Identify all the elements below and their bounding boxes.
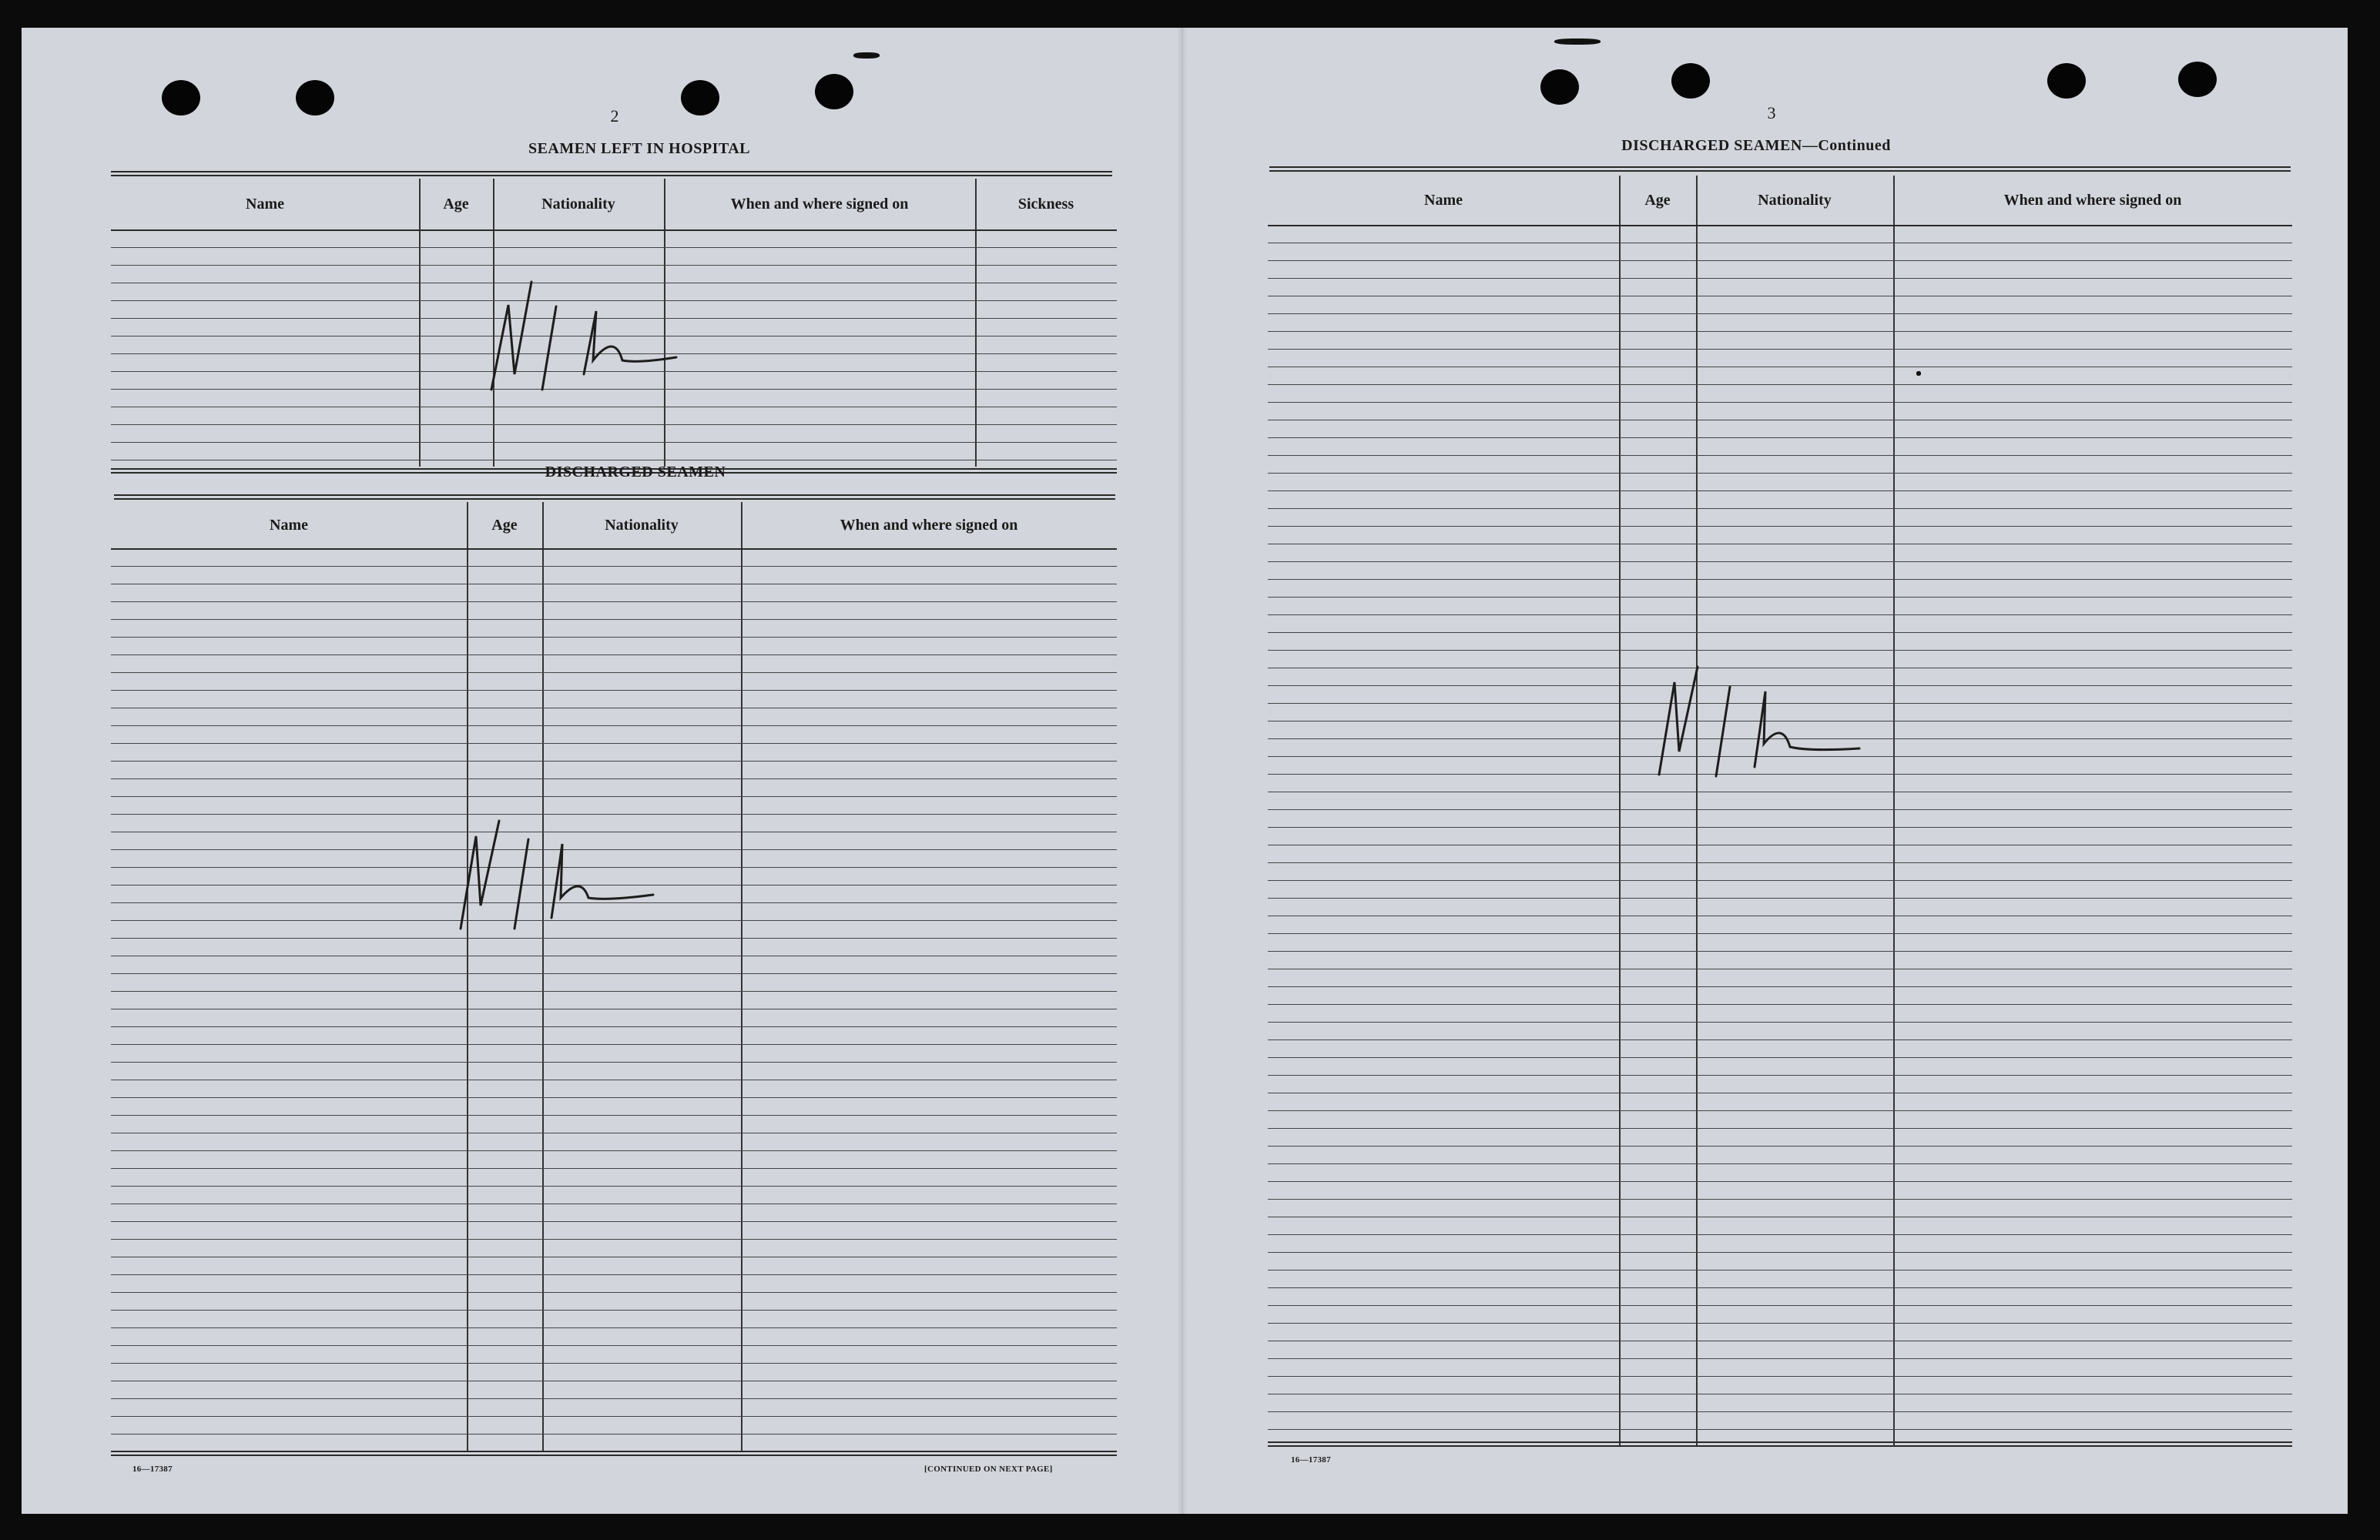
binder-hole <box>162 80 200 116</box>
row-rule <box>111 637 1117 638</box>
ink-speck <box>853 52 880 59</box>
column-header-age: Age <box>491 516 518 534</box>
row-rule <box>1268 384 2292 385</box>
binder-hole <box>2178 62 2217 97</box>
section-title-text: DISCHARGED SEAMEN <box>1621 137 1802 154</box>
row-rule <box>1268 862 2292 863</box>
row-rule <box>111 1327 1117 1328</box>
row-rule <box>111 690 1117 691</box>
binder-hole <box>681 80 719 116</box>
column-header-age: Age <box>1644 191 1671 209</box>
row-rule <box>1268 1146 2292 1147</box>
row-rule <box>1268 278 2292 279</box>
column-header-nationality: Nationality <box>541 195 615 213</box>
column-header-signed-on: When and where signed on <box>840 516 1018 534</box>
row-rule <box>1268 1199 2292 1200</box>
row-rule <box>1268 490 2292 491</box>
row-rule <box>111 796 1117 797</box>
row-rule <box>111 424 1117 425</box>
column-header-signed-on: When and where signed on <box>730 195 909 213</box>
row-rule <box>1268 898 2292 899</box>
row-rule <box>111 1168 1117 1169</box>
row-rule <box>1268 880 2292 881</box>
row-rule <box>111 743 1117 744</box>
binder-hole <box>1540 69 1579 105</box>
column-divider <box>419 179 421 467</box>
row-rule <box>1268 1252 2292 1253</box>
double-rule <box>1268 1441 2292 1447</box>
row-rule <box>1268 579 2292 580</box>
page-number: 3 <box>1767 103 1776 122</box>
row-rule <box>1268 809 2292 810</box>
row-rule <box>1268 561 2292 562</box>
row-rule <box>111 1416 1117 1417</box>
row-rule <box>1268 632 2292 633</box>
row-rule <box>1268 1163 2292 1164</box>
column-header-nationality: Nationality <box>1758 191 1832 209</box>
column-header-name: Name <box>246 195 284 213</box>
row-rule <box>111 1434 1117 1435</box>
row-rule <box>1268 1429 2292 1430</box>
row-rule <box>1268 225 2292 226</box>
row-rule <box>1268 260 2292 261</box>
row-rule <box>1268 1411 2292 1412</box>
row-rule <box>111 672 1117 673</box>
double-rule <box>114 494 1115 500</box>
row-rule <box>1268 508 2292 509</box>
row-rule <box>1268 1075 2292 1076</box>
row-rule <box>111 1292 1117 1293</box>
row-rule <box>111 654 1117 655</box>
column-header-name: Name <box>1424 191 1463 209</box>
row-rule <box>1268 827 2292 828</box>
row-rule <box>111 1150 1117 1151</box>
row-rule <box>1268 933 2292 934</box>
row-rule <box>111 247 1117 248</box>
ink-speck <box>1554 38 1601 45</box>
row-rule <box>111 1115 1117 1116</box>
row-rule <box>1268 597 2292 598</box>
row-rule <box>1268 1234 2292 1235</box>
row-rule <box>111 229 1117 231</box>
section-title-discharged-continued <box>1587 137 1926 155</box>
row-rule <box>1268 1287 2292 1288</box>
binder-hole <box>2047 63 2086 99</box>
row-rule <box>1268 402 2292 403</box>
continued-note: [CONTINUED ON NEXT PAGE] <box>924 1465 1053 1474</box>
column-header-sickness: Sickness <box>1017 195 1074 213</box>
binder-hole <box>296 80 334 116</box>
double-rule <box>1269 166 2291 172</box>
row-rule <box>111 761 1117 762</box>
column-header-name: Name <box>270 516 308 534</box>
row-rule <box>111 778 1117 779</box>
row-rule <box>1268 331 2292 332</box>
page-number: 2 <box>610 106 619 126</box>
double-rule <box>111 171 1112 176</box>
row-rule <box>111 442 1117 443</box>
section-title-suffix: —Continued <box>1802 137 1891 154</box>
row-rule <box>1268 1358 2292 1359</box>
row-rule <box>1268 1323 2292 1324</box>
row-rule <box>111 619 1117 620</box>
binder-hole <box>1671 63 1710 99</box>
double-rule <box>111 1451 1117 1456</box>
form-number: 16—17387 <box>132 1465 173 1474</box>
handwritten-na-mark <box>430 798 676 952</box>
row-rule <box>1268 349 2292 350</box>
row-rule <box>111 725 1117 726</box>
row-rule <box>111 973 1117 974</box>
row-rule <box>111 1345 1117 1346</box>
row-rule <box>111 1062 1117 1063</box>
form-number: 16—17387 <box>1291 1455 1331 1465</box>
row-rule <box>1268 473 2292 474</box>
row-rule <box>1268 1376 2292 1377</box>
row-rule <box>1268 1004 2292 1005</box>
column-header-signed-on: When and where signed on <box>2003 191 2182 209</box>
row-rule <box>1268 1110 2292 1111</box>
column-header-age: Age <box>443 195 469 213</box>
row-rule <box>111 1363 1117 1364</box>
row-rule <box>111 601 1117 602</box>
row-rule <box>111 1044 1117 1045</box>
row-rule <box>1268 1181 2292 1182</box>
section-title-discharged: DISCHARGED SEAMEN <box>545 464 726 480</box>
row-rule <box>1268 526 2292 527</box>
row-rule <box>1268 313 2292 314</box>
row-rule <box>111 548 1117 550</box>
center-fold <box>1177 28 1188 1514</box>
section-title-hospital: SEAMEN LEFT IN HOSPITAL <box>528 140 751 157</box>
row-rule <box>111 1186 1117 1187</box>
row-rule <box>1268 455 2292 456</box>
discharged-table-continued <box>1268 176 2292 1446</box>
row-rule <box>1268 986 2292 987</box>
handwritten-na-mark <box>468 259 715 405</box>
form-sheet <box>22 28 2348 1514</box>
row-rule <box>111 566 1117 567</box>
handwritten-na-mark <box>1631 644 1878 798</box>
row-rule <box>111 1274 1117 1275</box>
row-rule <box>111 1221 1117 1222</box>
row-rule <box>111 1097 1117 1098</box>
row-rule <box>111 1239 1117 1240</box>
column-divider <box>975 179 977 467</box>
row-rule <box>111 991 1117 992</box>
row-rule <box>1268 1022 2292 1023</box>
discharged-table <box>111 502 1117 1452</box>
column-header-nationality: Nationality <box>605 516 679 534</box>
row-rule <box>1268 614 2292 615</box>
row-rule <box>111 1026 1117 1027</box>
row-rule <box>1268 1305 2292 1306</box>
row-rule <box>1268 1057 2292 1058</box>
row-rule <box>111 1310 1117 1311</box>
row-rule <box>1268 1128 2292 1129</box>
row-rule <box>1268 951 2292 952</box>
binder-hole <box>815 74 853 109</box>
row-rule <box>111 1398 1117 1399</box>
row-rule <box>1268 437 2292 438</box>
